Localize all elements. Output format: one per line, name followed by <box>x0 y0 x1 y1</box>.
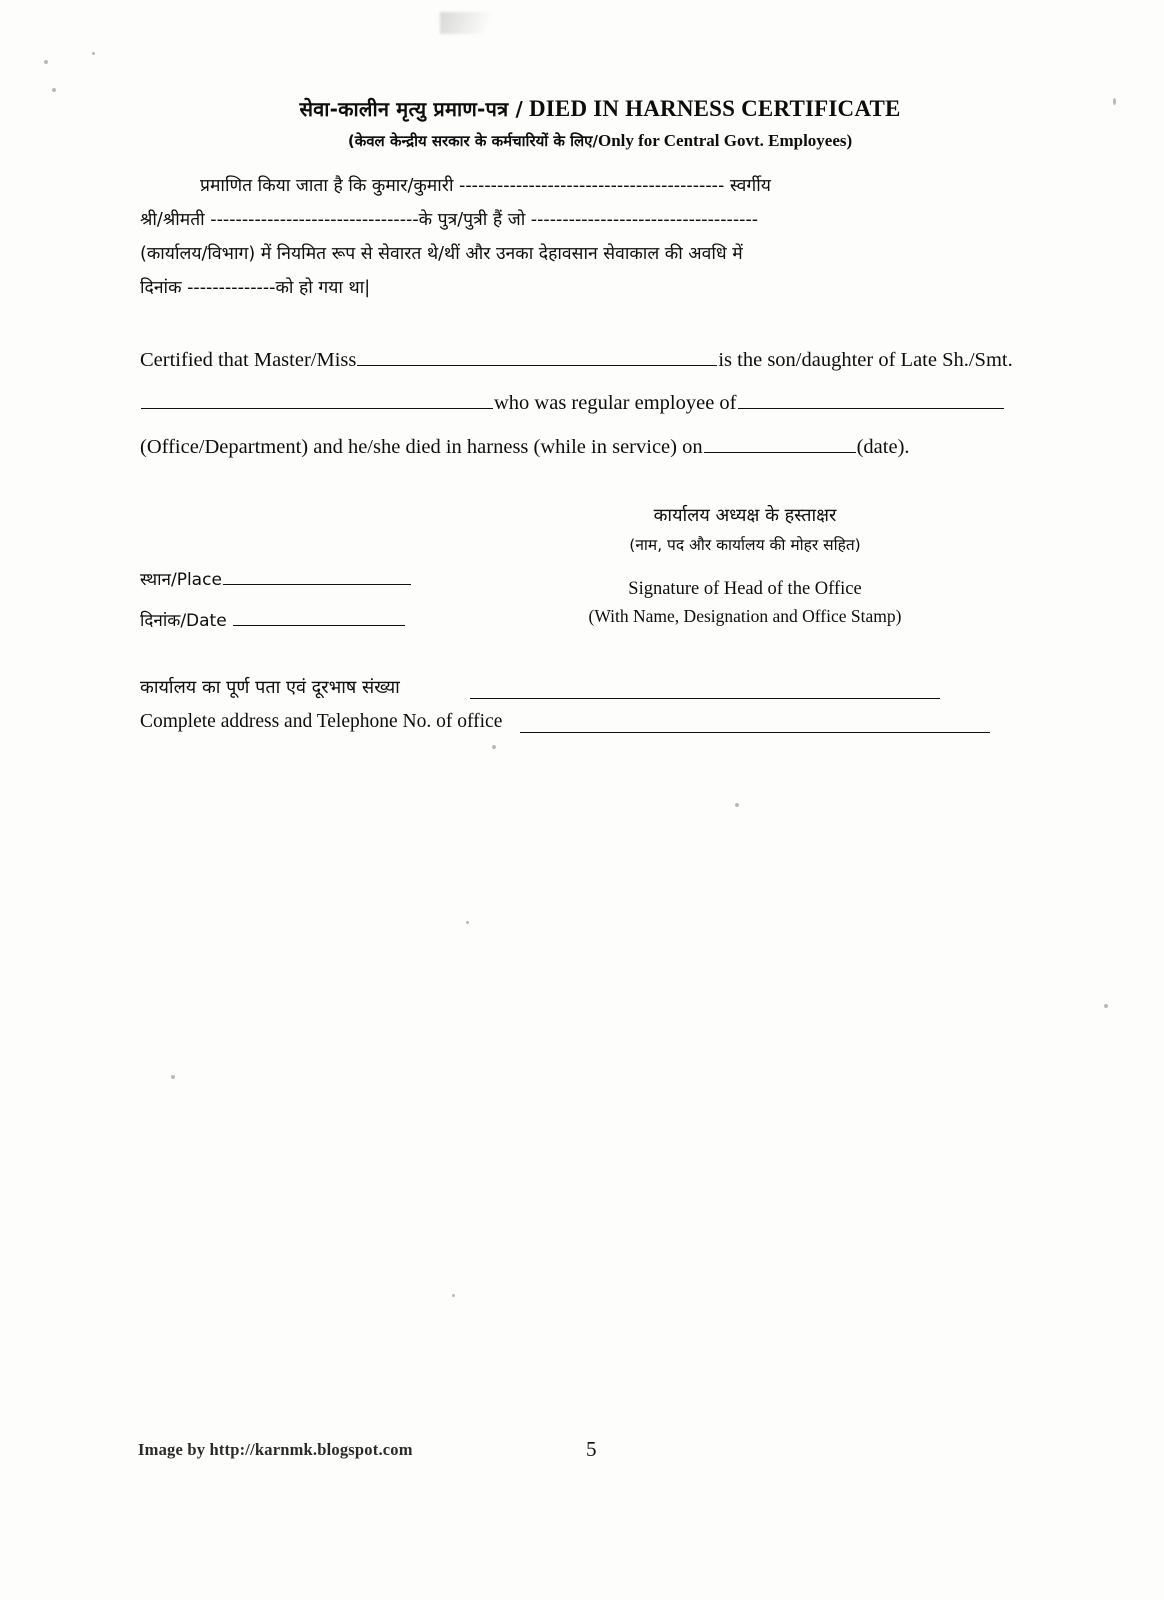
english-line-1 <box>140 348 1050 371</box>
address-english-row <box>140 711 1050 733</box>
page-subtitle <box>140 131 1050 151</box>
address-english-label: Complete address and Telephone No. of office <box>140 711 503 732</box>
date-row <box>140 608 412 631</box>
page-number: 5 <box>586 1437 597 1461</box>
scan-speck <box>92 52 95 55</box>
scan-speck <box>52 88 56 92</box>
date-label: (date). <box>856 435 910 458</box>
scan-speck <box>466 921 469 924</box>
address-block <box>140 675 1050 733</box>
address-hindi-row <box>140 675 1050 699</box>
scan-speck <box>735 803 739 807</box>
signature-english-sublabel: (With Name, Designation and Office Stamp) <box>588 606 902 626</box>
hindi-line-3: (कार्यालय/विभाग) में नियमित रूप से सेवारत थे/थीं और उनका देहावसान सेवाकाल की अवधि में <box>140 244 743 265</box>
english-line-2 <box>140 391 1050 414</box>
date-blank-field[interactable] <box>704 435 856 453</box>
certificate-body <box>140 95 1050 745</box>
image-credit: Image by http://karnmk.blogspot.com <box>138 1440 413 1459</box>
son-daughter-label: is the son/daughter of Late Sh./Smt. <box>718 348 1013 371</box>
address-blank-field-1[interactable] <box>470 685 940 699</box>
name-blank-field[interactable] <box>357 348 717 366</box>
page-footer <box>138 1437 1038 1461</box>
english-line-3 <box>140 435 1050 458</box>
date-blank-field-2[interactable] <box>233 608 405 626</box>
scan-speck <box>452 1294 455 1297</box>
place-blank-field[interactable] <box>223 567 411 585</box>
hindi-line-2: श्री/श्रीमती ---------------------------------के पुत्र/पुत्री हैं जो ------------------------------------ <box>140 210 759 231</box>
place-row <box>140 567 412 590</box>
parent-name-blank-field[interactable] <box>141 391 493 409</box>
page-title-english: DIED IN HARNESS CERTIFICATE <box>528 96 901 121</box>
hindi-line-4: दिनांक --------------को हो गया था| <box>140 278 371 299</box>
page-title <box>140 95 1050 122</box>
address-blank-field-2[interactable] <box>520 719 990 733</box>
date-label-hindi: दिनांक/Date <box>140 610 227 631</box>
place-label: स्थान/Place <box>140 570 222 590</box>
regular-employee-label: who was regular employee of <box>494 392 737 414</box>
page-title-hindi: सेवा-कालीन मृत्यु प्रमाण-पत्र / <box>299 97 523 121</box>
scan-speck <box>492 745 496 749</box>
scan-smudge <box>440 12 510 34</box>
page-subtitle-hindi: (केवल केन्द्रीय सरकार के कर्मचारियों के लिए/ <box>347 132 598 150</box>
signature-english-label: Signature of Head of the Office <box>628 579 862 599</box>
signature-hindi-label: कार्यालय अध्यक्ष के हस्ताक्षर <box>653 505 837 526</box>
scan-speck <box>171 1075 175 1079</box>
scan-speck <box>1113 98 1116 105</box>
scan-speck <box>44 60 48 64</box>
scan-speck <box>1104 1004 1108 1008</box>
died-in-harness-label: (Office/Department) and he/she died in harness (while in service) on <box>140 435 703 458</box>
hindi-paragraph <box>140 169 1050 306</box>
office-blank-field[interactable] <box>738 391 1004 409</box>
certified-that-label: Certified that Master/Miss <box>140 348 357 371</box>
english-paragraph <box>140 348 1050 458</box>
signature-hindi-sublabel: (नाम, पद और कार्यालय की मोहर सहित) <box>629 536 861 554</box>
address-hindi-label: कार्यालय का पूर्ण पता एवं दूरभाष संख्या <box>140 677 400 698</box>
hindi-line-1: प्रमाणित किया जाता है कि कुमार/कुमारी ------------------------------------------ स्वर्गीय <box>200 176 771 196</box>
place-date-block <box>140 567 412 648</box>
page-subtitle-english: Only for Central Govt. Employees) <box>597 131 853 150</box>
